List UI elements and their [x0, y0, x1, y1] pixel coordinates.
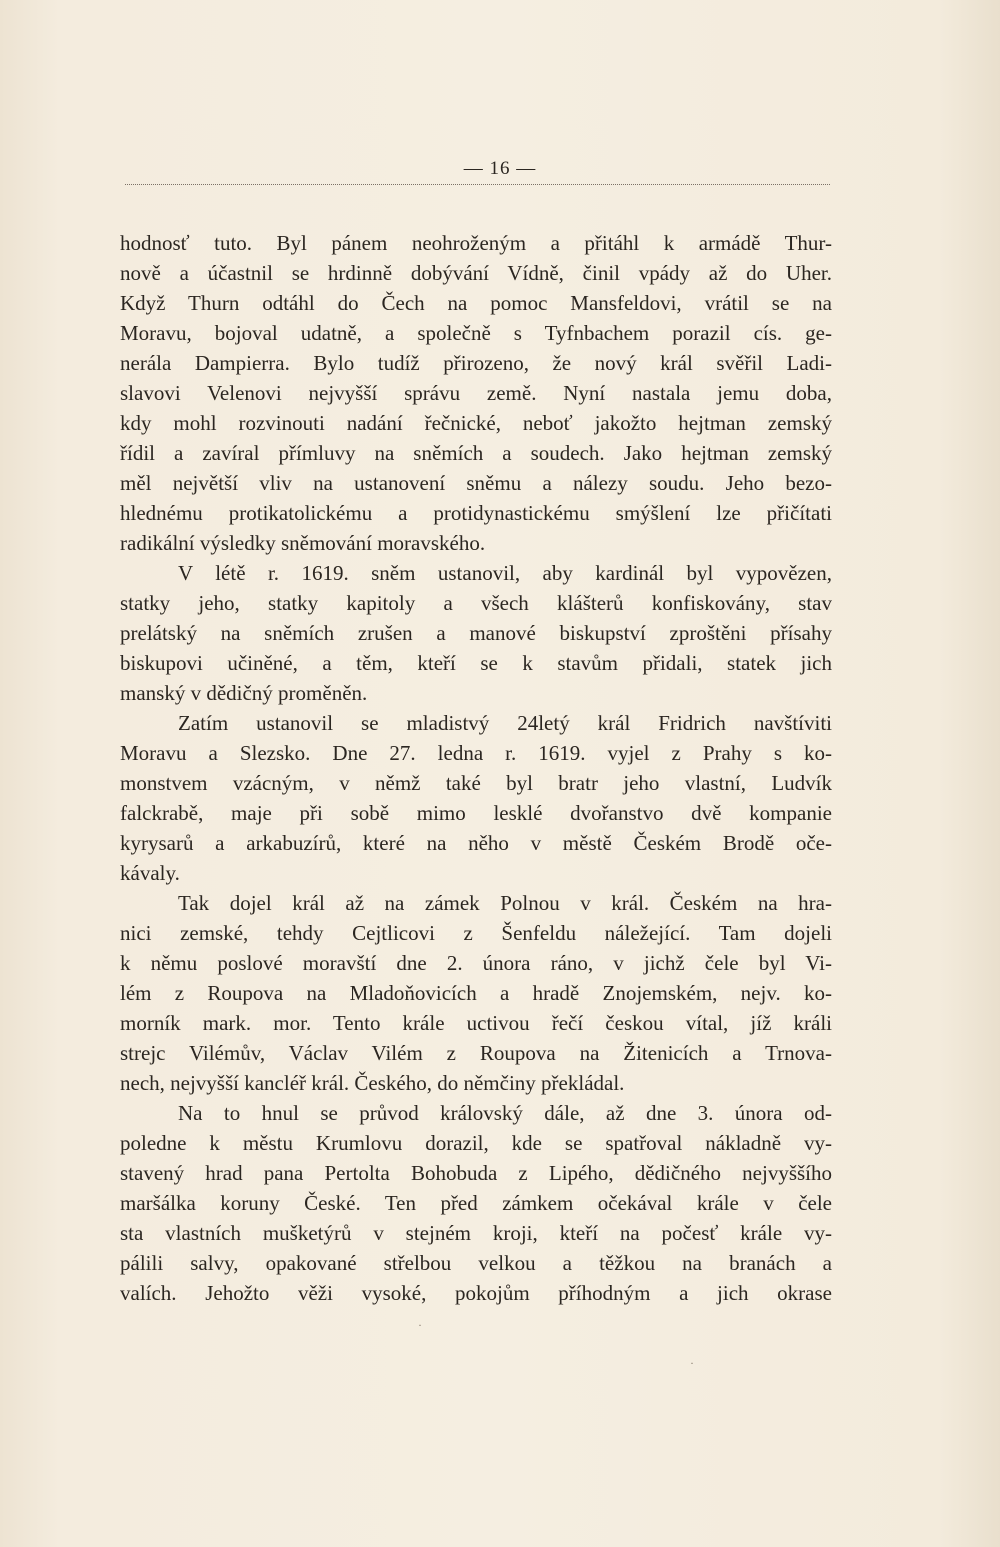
text-line: biskupovi učiněné, a těm, kteří se k stavům přidali, statek jich	[120, 651, 832, 675]
text-line: sta vlastních mušketýrů v stejném kroji, kteří na počesť krále vy-	[120, 1221, 832, 1245]
text-line: manský v dědičný proměněn.	[120, 681, 368, 705]
text-line: stavený hrad pana Pertolta Bohobuda z Lipého, dědičného nejvyššího	[120, 1161, 832, 1185]
text-line: Zatím ustanovil se mladistvý 24letý král Fridrich navštíviti	[178, 711, 832, 735]
text-line: k němu poslové moravští dne 2. února ráno, v jichž čele byl Vi-	[120, 951, 832, 975]
text-line: Tak dojel král až na zámek Polnou v král. Českém na hra-	[178, 891, 832, 915]
text-line: kdy mohl rozvinouti nadání řečnické, neboť jakožto hejtman zemský	[120, 411, 832, 435]
text-line: pálili salvy, opakované střelbou velkou a těžkou na branách a	[120, 1251, 832, 1275]
text-line: nerála Dampierra. Bylo tudíž přirozeno, že nový král svěřil Ladi-	[120, 351, 832, 375]
text-line: hlednému protikatolickému a protidynastickému smýšlení lze přičítati	[120, 501, 832, 525]
text-line: kyrysarů a arkabuzírů, které na něho v městě Českém Brodě oče-	[120, 831, 832, 855]
text-line: hodnosť tuto. Byl pánem neohroženým a přitáhl k armádě Thur-	[120, 231, 832, 255]
text-line: strejc Vilémův, Václav Vilém z Roupova na Žitenicích a Trnova-	[120, 1041, 832, 1065]
text-line: monstvem vzácným, v němž také byl bratr jeho vlastní, Ludvík	[120, 771, 832, 795]
body-text	[120, 228, 832, 1308]
text-line: lém z Roupova na Mladoňovicích a hradě Znojemském, nejv. ko-	[120, 981, 832, 1005]
text-line: Moravu, bojoval udatně, a společně s Tyfnbachem porazil cís. ge-	[120, 321, 832, 345]
text-line: slavovi Velenovi nejvyšší správu země. Nyní nastala jemu doba,	[120, 381, 832, 405]
text-line: kávaly.	[120, 861, 180, 885]
text-line: nici zemské, tehdy Cejtlicovi z Šenfeldu náležející. Tam dojeli	[120, 921, 832, 945]
text-line: radikální výsledky sněmování moravského.	[120, 531, 486, 555]
text-line: prelátský na sněmích zrušen a manové biskupství zproštěni přísahy	[120, 621, 832, 645]
text-line: morník mark. mor. Tento krále uctivou řečí českou vítal, jíž králi	[120, 1011, 832, 1035]
text-line: nech, nejvyšší kancléř král. Českého, do němčiny překládal.	[120, 1071, 625, 1095]
text-line: Na to hnul se průvod královský dále, až dne 3. února od-	[178, 1101, 832, 1125]
text-line: valích. Jehožto věži vysoké, pokojům příhodným a jich okrase	[120, 1281, 832, 1305]
text-line: nově a účastnil se hrdinně dobývání Vídně, činil vpády až do Uher.	[120, 261, 832, 285]
text-line: poledne k městu Krumlovu dorazil, kde se spatřoval nákladně vy-	[120, 1131, 832, 1155]
paper-speck: ·	[418, 1318, 422, 1332]
header-dotted-rule	[125, 184, 830, 185]
text-line: řídil a zavíral přímluvy na sněmích a soudech. Jako hejtman zemský	[120, 441, 832, 465]
page-number: — 16 —	[463, 158, 537, 179]
text-line: falckrabě, maje při sobě mimo lesklé dvořanstvo dvě kompanie	[120, 801, 832, 825]
text-line: V létě r. 1619. sněm ustanovil, aby kardinál byl vypovězen,	[178, 561, 832, 585]
text-line: maršálka koruny České. Ten před zámkem očekával krále v čele	[120, 1191, 832, 1215]
paper-speck: ·	[690, 1356, 694, 1370]
text-line: statky jeho, statky kapitoly a všech klášterů konfiskovány, stav	[120, 591, 832, 615]
text-line: Když Thurn odtáhl do Čech na pomoc Mansfeldovi, vrátil se na	[120, 291, 832, 315]
text-line: Moravu a Slezsko. Dne 27. ledna r. 1619. vyjel z Prahy s ko-	[120, 741, 832, 765]
text-line: měl největší vliv na ustanovení sněmu a nálezy soudu. Jeho bezo-	[120, 471, 832, 495]
